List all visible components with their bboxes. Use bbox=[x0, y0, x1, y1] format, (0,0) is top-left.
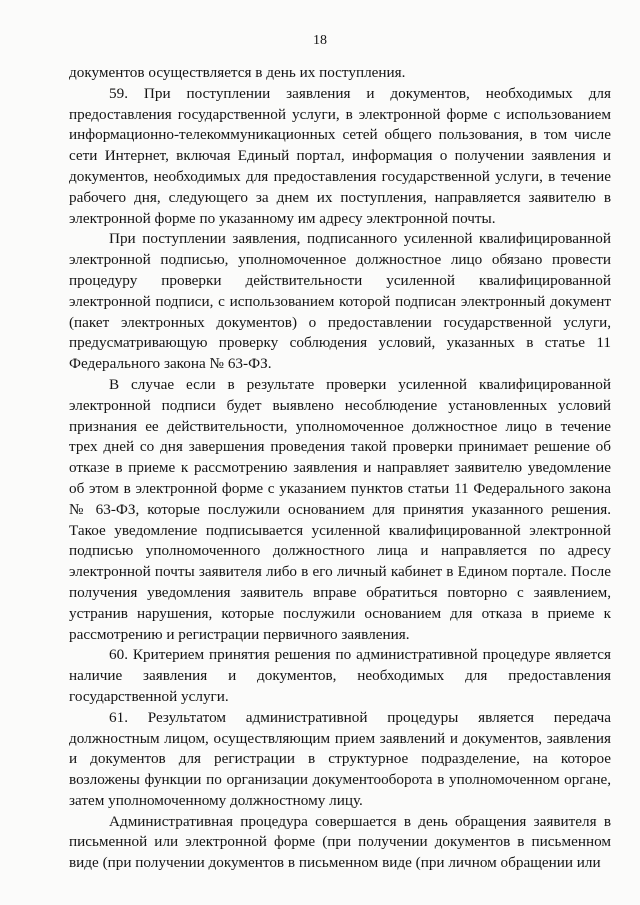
paragraph-59: 59. При поступлении заявления и документов, необходимых для предоставления государственной услуги, в электронной форме с использованием информационно-телекоммуникационных сетей общего пользования, в том числе сети Интернет, включая Единый портал, информация о получении заявления и документов, необходимых для предоставления государственной услуги, в течение рабочего дня, следующего за днем их поступления, направляется заявителю в электронной форме по указанному им адресу электронной почты. bbox=[69, 84, 611, 227]
paragraph-signature-invalid: В случае если в результате проверки усиленной квалифицированной электронной подписи будет выявлено несоблюдение установленных условий признания ее действительности, уполномоченное должностное лицо в течение трех дней со дня завершения проведения такой проверки принимает решение об отказе в приеме к рассмотрению заявления и направляет заявителю уведомление об этом в электронной форме с указанием пунктов статьи 11 Федерального закона № 63-ФЗ, которые послужили основанием для принятия указанного решения. Такое уведомление подписывается усиленной квалифицированной электронной подписью уполномоченного должностного лица и направляется по адресу электронной почты заявителя либо в его личный кабинет в Едином портале. После получения уведомления заявитель вправе обратиться повторно с заявлением, устранив нарушения, которые послужили основанием для отказа в приеме к рассмотрению и регистрации первичного заявления. bbox=[69, 375, 611, 643]
paragraph-admin-procedure: Административная процедура совершается в день обращения заявителя в письменной или электронной форме (при получении документов в письменном виде (при получении документов в письменном виде (при личном обращении или bbox=[69, 812, 611, 872]
paragraph-signature-check: При поступлении заявления, подписанного усиленной квалифицированной электронной подписью, уполномоченное должностное лицо обязано провести процедуру проверки действительности усиленной квалифицированной электронной подписи, с использованием которой подписан электронный документ (пакет электронных документов) о предоставлении государственной услуги, предусматривающую проверку соблюдения условий, указанных в статье 11 Федерального закона № 63-ФЗ. bbox=[69, 230, 611, 373]
document-body bbox=[69, 63, 611, 874]
paragraph-60: 60. Критерием принятия решения по административной процедуре является наличие заявления и документов, необходимых для предоставления государственной услуги. bbox=[69, 646, 611, 705]
page-number: 18 bbox=[313, 33, 327, 48]
paragraph-continuation: документов осуществляется в день их поступления. bbox=[69, 64, 406, 81]
paragraph-61: 61. Результатом административной процедуры является передача должностным лицом, осуществляющим прием заявлений и документов, заявления и документов для регистрации в структурное подразделение, на которое возложены функции по организации документооборота в уполномоченном органе, затем уполномоченному должностному лицу. bbox=[69, 708, 611, 809]
